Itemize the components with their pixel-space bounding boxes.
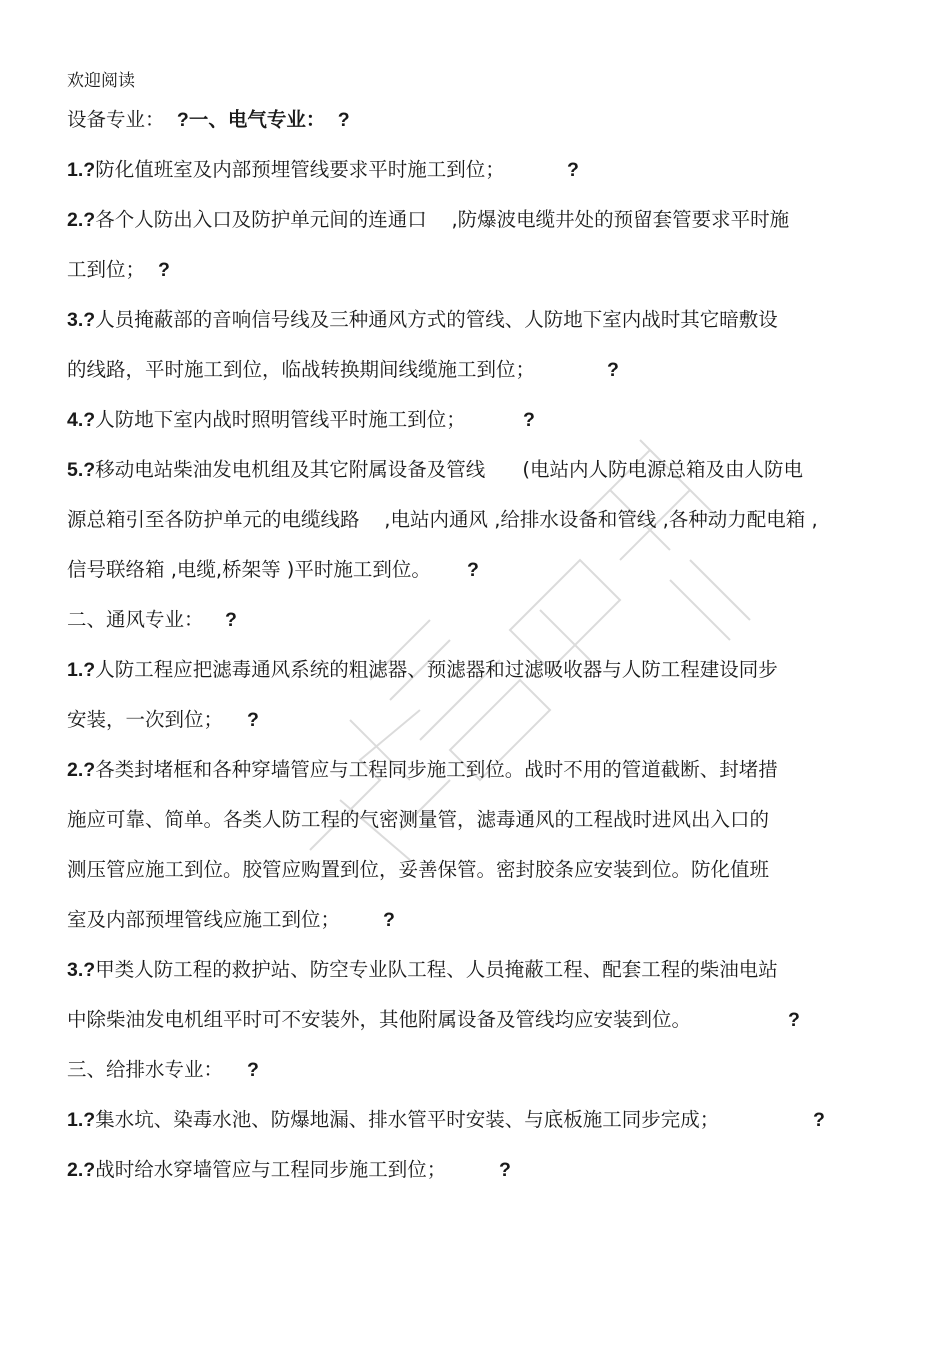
- document-line: [67, 207, 789, 233]
- doc-title: 设备专业：: [67, 108, 165, 131]
- line-text: 甲类人防工程的救护站、防空专业队工程、人员掩蔽工程、配套工程的柴油电站: [95, 958, 778, 981]
- document-line: [67, 257, 145, 283]
- section-one-marker: ?一、电气专业：: [176, 109, 326, 131]
- line-text: 的线路，平时施工到位，临战转换期间线缆施工到位；: [67, 358, 536, 381]
- placeholder-mark: ?: [247, 709, 259, 731]
- line-text: 测压管应施工到位。胶管应购置到位，妥善保管。密封胶条应安装到位。防化值班: [67, 858, 770, 881]
- line-text: 集水坑、染毒水池、防爆地漏、排水管平时安装、与底板施工同步完成；: [95, 1108, 720, 1131]
- placeholder-mark: ?: [247, 1059, 259, 1081]
- document-line: [67, 457, 803, 483]
- placeholder-mark: ?: [607, 359, 619, 381]
- header-note: 欢迎阅读: [67, 71, 135, 91]
- placeholder-mark: ?: [467, 559, 479, 581]
- item-number: 2.?: [67, 209, 96, 231]
- placeholder-mark: ?: [499, 1159, 511, 1181]
- line-text: 人防地下室内战时照明管线平时施工到位；: [95, 408, 466, 431]
- document-line: [67, 507, 818, 533]
- item-number: 1.?: [67, 1109, 96, 1131]
- item-number: 1.?: [67, 159, 96, 181]
- document-line: [67, 957, 778, 983]
- line-text: 三、给排水专业：: [67, 1058, 224, 1081]
- line-text: 人员掩蔽部的音响信号线及三种通风方式的管线、人防地下室内战时其它暗敷设: [95, 308, 778, 331]
- document-line: [67, 1157, 446, 1183]
- line-text: 室及内部预埋管线应施工到位；: [67, 908, 341, 931]
- line-text: 人防工程应把滤毒通风系统的粗滤器、预滤器和过滤吸收器与人防工程建设同步: [95, 658, 778, 681]
- line-text: 战时给水穿墙管应与工程同步施工到位；: [95, 1158, 447, 1181]
- placeholder-mark: ?: [158, 259, 170, 281]
- placeholder-mark: ?: [813, 1109, 825, 1131]
- document-line: [67, 907, 340, 933]
- line-text: 施应可靠、简单。各类人防工程的气密测量管，滤毒通风的工程战时进风出入口的: [67, 808, 770, 831]
- placeholder-mark: ?: [225, 609, 237, 631]
- placeholder-mark: ?: [523, 409, 535, 431]
- doc-title-line: [67, 107, 350, 133]
- document-line: [67, 1107, 719, 1133]
- line-text: 二、通风专业：: [67, 608, 204, 631]
- document-line: [67, 657, 778, 683]
- document-line: [67, 1057, 223, 1083]
- placeholder-mark: ?: [788, 1009, 800, 1031]
- line-text: 信号联络箱 ,电缆,桥架等 )平时施工到位。: [67, 558, 431, 581]
- line-text: 源总箱引至各防护单元的电缆线路 ,电站内通风 ,给排水设备和管线 ,各种动力配电箱 ,: [67, 508, 818, 531]
- document-line: [67, 757, 778, 783]
- item-number: 2.?: [67, 759, 96, 781]
- item-number: 4.?: [67, 409, 96, 431]
- line-text: 各类封堵框和各种穿墙管应与工程同步施工到位。战时不用的管道截断、封堵措: [95, 758, 778, 781]
- placeholder-mark: ?: [337, 109, 350, 131]
- line-text: 安装，一次到位；: [67, 708, 224, 731]
- document-line: [67, 857, 769, 883]
- document-line: [67, 307, 778, 333]
- line-text: 中除柴油发电机组平时可不安装外，其他附属设备及管线均应安装到位。: [67, 1008, 692, 1031]
- item-number: 1.?: [67, 659, 96, 681]
- document-line: [67, 607, 204, 633]
- line-text: 移动电站柴油发电机组及其它附属设备及管线 (电站内人防电源总箱及由人防电: [95, 458, 803, 481]
- placeholder-mark: ?: [383, 909, 395, 931]
- item-number: 2.?: [67, 1159, 96, 1181]
- placeholder-mark: ?: [567, 159, 579, 181]
- document-line: [67, 357, 535, 383]
- item-number: 3.?: [67, 309, 96, 331]
- document-line: [67, 1007, 691, 1033]
- document-line: [67, 157, 505, 183]
- item-number: 3.?: [67, 959, 96, 981]
- line-text: 防化值班室及内部预埋管线要求平时施工到位；: [95, 158, 505, 181]
- line-text: 工到位；: [67, 258, 146, 281]
- item-number: 5.?: [67, 459, 96, 481]
- document-line: [67, 557, 431, 583]
- document-line: [67, 707, 223, 733]
- document-line: [67, 807, 769, 833]
- line-text: 各个人防出入口及防护单元间的连通口 ,防爆波电缆井处的预留套管要求平时施: [95, 208, 790, 231]
- document-line: [67, 407, 466, 433]
